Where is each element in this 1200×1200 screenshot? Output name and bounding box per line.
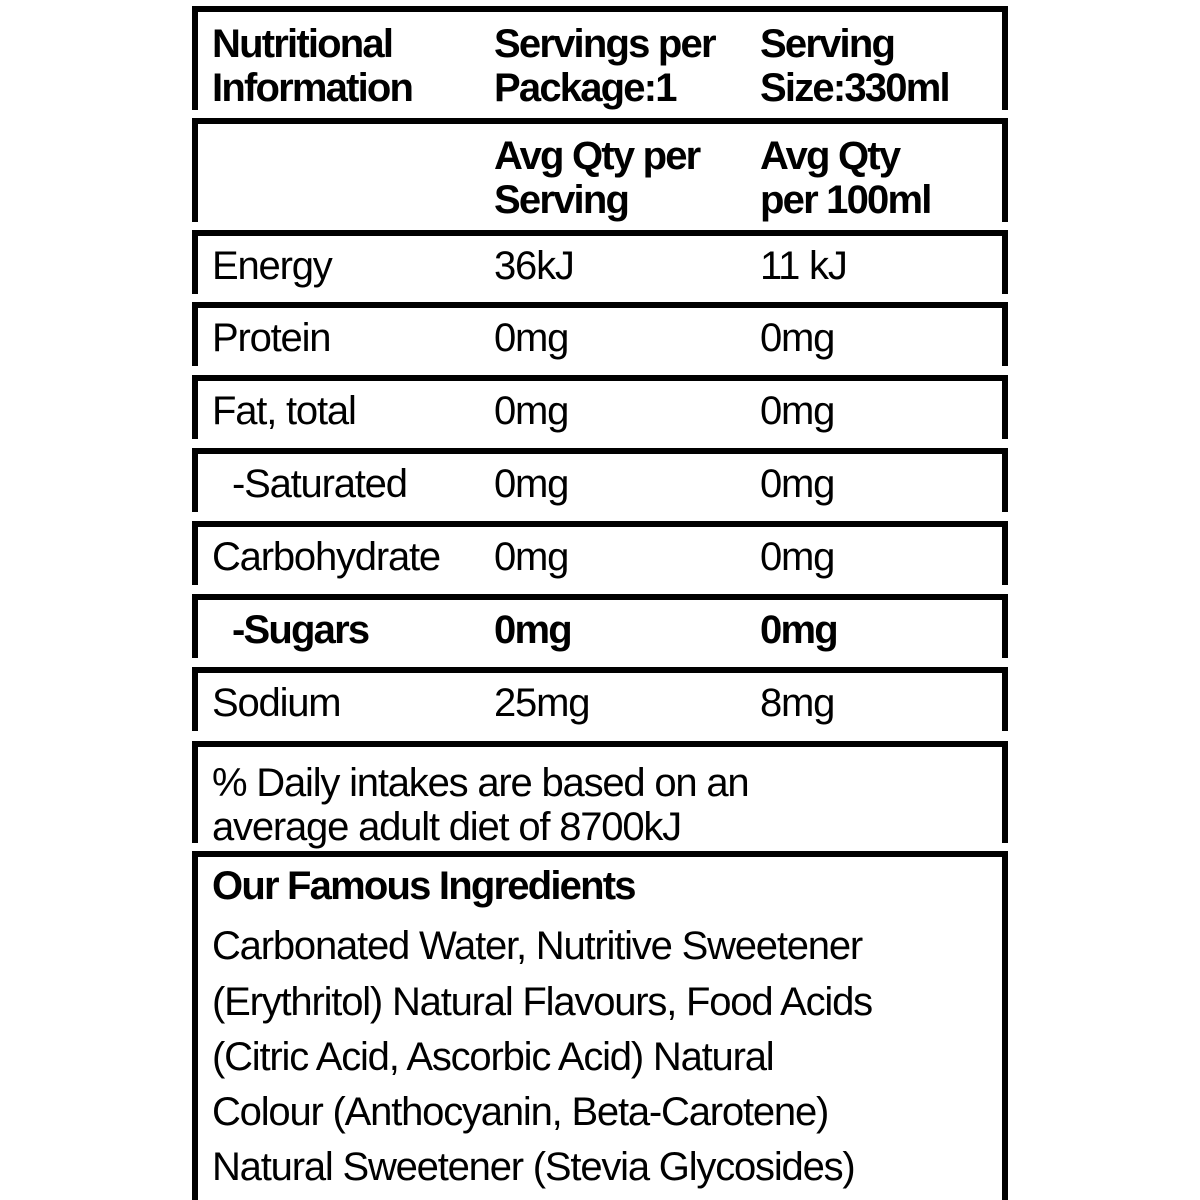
serving-size [760,22,949,110]
nutrition-title-line1: Nutritional [212,22,393,66]
per-serving-value: 0mg [494,608,571,652]
table-row [192,448,1008,512]
nutrient-label: -Sugars [232,608,369,652]
ingredients-title: Our Famous Ingredients [212,864,635,908]
daily-intake-panel [192,741,1008,849]
table-row [192,594,1008,658]
ingredients-line: (Citric Acid, Ascorbic Acid) Natural [212,1035,774,1079]
nutrition-title-line2: Information [212,66,413,110]
nutrient-label: Carbohydrate [212,535,440,579]
ingredients-line: (Erythritol) Natural Flavours, Food Acids [212,980,872,1024]
nutrient-label: Protein [212,316,331,360]
nutrient-label: -Saturated [232,462,407,506]
serving-size-line1: Serving [760,22,895,66]
ingredients-line: Carbonated Water, Nutritive Sweetener [212,924,863,968]
per-serving-value: 0mg [494,316,569,360]
daily-intake-note [212,761,748,849]
table-row [192,230,1008,294]
per-100ml-value: 11 kJ [760,244,847,288]
servings-line2: Package:1 [494,66,676,110]
servings-line1: Servings per [494,22,715,66]
serving-size-line2: Size:330ml [760,66,949,110]
per-serving-value: 0mg [494,535,569,579]
table-row [192,521,1008,585]
per-serving-value: 0mg [494,462,569,506]
nutrient-label: Energy [212,244,332,288]
column-per-serving-heading [494,134,699,222]
per-100ml-value: 0mg [760,389,835,433]
daily-intake-line2: average adult diet of 8700kJ [212,805,681,849]
per-serving-value: 25mg [494,681,590,725]
nutrient-label: Sodium [212,681,341,725]
daily-intake-line1: % Daily intakes are based on an [212,761,749,805]
ingredients-panel [192,851,1008,1200]
column-per-100ml-heading [760,134,931,222]
per-serving-value: 0mg [494,389,569,433]
per-100ml-value: 8mg [760,681,835,725]
table-row [192,302,1008,366]
per-serving-value: 36kJ [494,244,574,288]
column-header-panel [192,118,1008,222]
column-per-serving-line1: Avg Qty per [494,134,700,178]
nutrient-label: Fat, total [212,389,356,433]
column-per-100ml-line2: per 100ml [760,178,931,222]
nutrition-header-panel [192,6,1008,110]
per-100ml-value: 0mg [760,608,837,652]
ingredients-line: Natural Sweetener (Stevia Glycosides) [212,1145,855,1189]
per-100ml-value: 0mg [760,316,835,360]
per-100ml-value: 0mg [760,462,835,506]
per-100ml-value: 0mg [760,535,835,579]
servings-per-package [494,22,715,110]
table-row [192,667,1008,731]
table-row [192,375,1008,439]
column-per-100ml-line1: Avg Qty [760,134,900,178]
ingredients-line: Colour (Anthocyanin, Beta-Carotene) [212,1090,829,1134]
nutrition-title [212,22,412,110]
column-per-serving-line2: Serving [494,178,629,222]
